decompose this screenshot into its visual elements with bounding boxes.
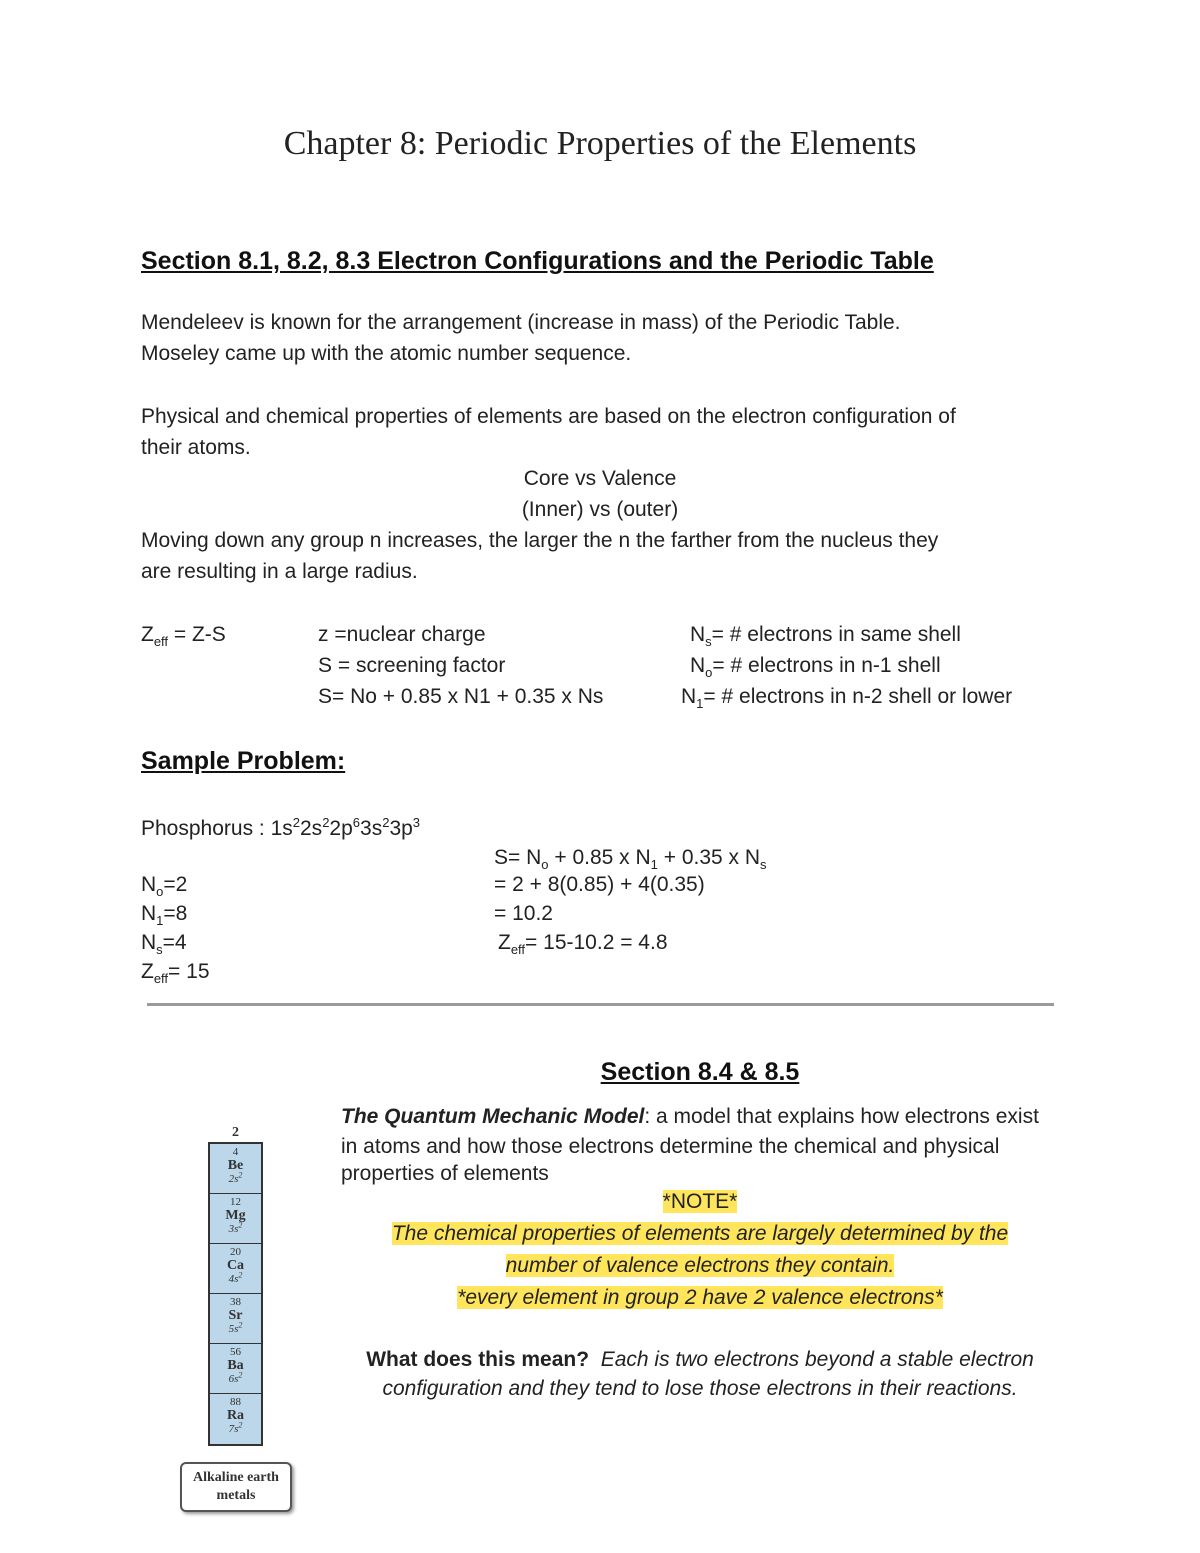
element-cell-mg: 12 Mg $3s^2$ — [210, 1194, 261, 1244]
qm-definition-line3: properties of elements — [341, 1162, 549, 1185]
calc-line-4: $Z_{eff}= 15-10.2 = 4.8$ — [498, 931, 668, 958]
sample-n1: $N_1=8$ — [141, 902, 188, 929]
element-cell-ra: 88 Ra $7s^2$ — [210, 1394, 261, 1444]
calc-line-3: = 10.2 — [494, 902, 553, 925]
answer-line-2: configuration and they tend to lose those electrons in their reactions. — [382, 1377, 1018, 1400]
element-cell-be: 4 Be $2s^2$ — [210, 1144, 261, 1194]
inner-vs-outer: (Inner) vs (outer) — [521, 498, 679, 521]
paragraph-properties-line2: their atoms. — [141, 436, 251, 459]
zeff-formula: $Z_{eff} = Z-S$ — [141, 623, 226, 650]
group-number: 2 — [232, 1125, 239, 1140]
s-formula: S= No + 0.85 x N1 + 0.35 x Ns — [318, 685, 604, 708]
ns-definition: $N_s=$ # electrons in same shell — [690, 623, 961, 650]
paragraph-moseley: Moseley came up with the atomic number sequence. — [141, 342, 632, 365]
s-definition: S = screening factor — [318, 654, 506, 677]
qm-definition-line2: in atoms and how those electrons determine the chemical and physical — [341, 1135, 1000, 1158]
sample-zeff: $Z_{eff}= 15$ — [141, 960, 210, 987]
question-line: What does this mean? Each is two electrons beyond a stable electron — [366, 1348, 1034, 1371]
element-cell-ba: 56 Ba $6s^2$ — [210, 1344, 261, 1394]
note-line-1: The chemical properties of elements are largely determined by the — [391, 1222, 1009, 1245]
qm-definition-line1: The Quantum Mechanic Model: a model that explains how electrons exist — [341, 1105, 1039, 1128]
group-2-column — [208, 1124, 263, 1446]
alkaline-earth-metals-label: Alkaline earth metals — [180, 1462, 292, 1512]
note-label: *NOTE* — [662, 1190, 738, 1213]
sample-problem-heading: Sample Problem: — [141, 747, 346, 775]
paragraph-properties-line1: Physical and chemical properties of elements are based on the electron configuration of — [141, 405, 956, 428]
note-line-2: number of valence electrons they contain. — [505, 1254, 895, 1277]
section-divider — [147, 1003, 1054, 1006]
z-definition: z =nuclear charge — [318, 623, 486, 646]
paragraph-group-line1: Moving down any group n increases, the larger the n the farther from the nucleus they — [141, 529, 939, 552]
element-cell-sr: 38 Sr $5s^2$ — [210, 1294, 261, 1344]
n1-definition: $N_1=$ # electrons in n-2 shell or lower — [681, 685, 1013, 712]
section-2-heading: Section 8.4 & 8.5 — [600, 1058, 800, 1086]
sample-no: $N_o=2$ — [141, 873, 188, 900]
section-1-heading: Section 8.1, 8.2, 8.3 Electron Configurations and the Periodic Table — [141, 247, 934, 275]
paragraph-group-line2: are resulting in a large radius. — [141, 560, 418, 583]
page-title: Chapter 8: Periodic Properties of the Elements — [283, 125, 917, 162]
sample-ns: $N_s=4$ — [141, 931, 187, 958]
calc-line-1: $S= N_o + 0.85$ x $N_1 + 0.35$ x $N_s$ — [494, 846, 767, 873]
paragraph-mendeleev: Mendeleev is known for the arrangement (increase in mass) of the Periodic Table. — [141, 311, 901, 334]
no-definition: $N_o=$ # electrons in n-1 shell — [690, 654, 941, 681]
phosphorus-config: Phosphorus : $1s^22s^22p^63s^23p^3$ — [141, 815, 421, 840]
calc-line-2: = 2 + 8(0.85) + 4(0.35) — [494, 873, 705, 896]
core-vs-valence: Core vs Valence — [523, 467, 677, 490]
element-cell-ca: 20 Ca $4s^2$ — [210, 1244, 261, 1294]
note-line-3: *every element in group 2 have 2 valence electrons* — [457, 1286, 943, 1309]
